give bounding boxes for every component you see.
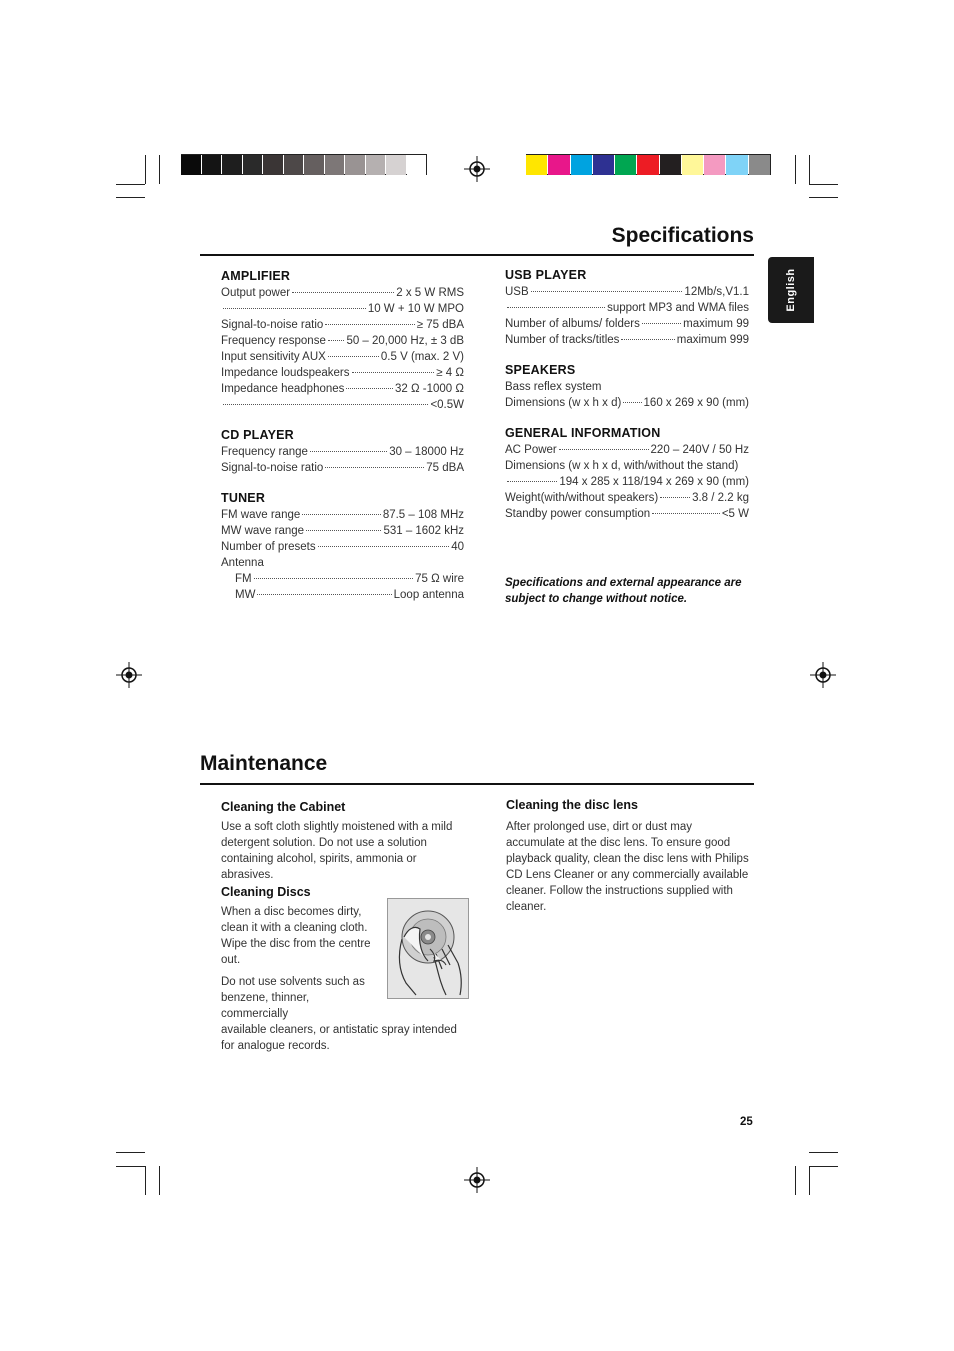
spec-value: 32 Ω -1000 Ω (395, 383, 464, 395)
color-swatch (593, 155, 614, 175)
crop-mark (809, 1152, 838, 1153)
crop-mark (809, 184, 838, 185)
spec-value: 87.5 – 108 MHz (382, 509, 464, 521)
spec-line: Bass reflex system (505, 381, 602, 393)
crop-mark (116, 184, 145, 185)
spec-notice: Specifications and external appearance are subject to change without notice. (505, 577, 742, 605)
color-swatch (407, 155, 427, 175)
registration-mark-icon (464, 156, 490, 182)
spec-value: Loop antenna (393, 589, 464, 601)
language-tab (768, 257, 814, 323)
dot-leader (328, 356, 379, 357)
section-heading: CD PLAYER (221, 428, 294, 442)
color-swatch (526, 155, 547, 175)
registration-mark-icon (116, 662, 142, 688)
spec-row (505, 395, 749, 411)
spec-row (221, 571, 464, 587)
crop-mark (809, 1166, 838, 1167)
color-swatch (366, 155, 386, 175)
spec-value: 0.5 V (max. 2 V) (380, 351, 464, 363)
spec-label: FM wave range (221, 509, 301, 521)
spec-value: maximum 99 (683, 318, 749, 330)
color-swatch (284, 155, 304, 175)
spec-label: Frequency response (221, 335, 326, 347)
dot-leader (318, 546, 450, 547)
paragraph: available cleaners, or antistatic spray intended for analogue records. (221, 1024, 457, 1052)
color-swatch (345, 155, 365, 175)
general-spec-row (505, 474, 749, 490)
page-number: 25 (740, 1116, 753, 1128)
color-swatch (263, 155, 283, 175)
spec-row (221, 539, 464, 555)
spec-label: Signal-to-noise ratio (221, 462, 324, 474)
general-spec-row (505, 490, 749, 506)
paragraph: Do not use solvents such as benzene, thinner, commercially (221, 976, 365, 1020)
dot-leader (346, 388, 393, 389)
spec-value: 160 x 269 x 90 (mm) (643, 397, 749, 409)
dot-leader (623, 402, 641, 403)
dot-leader (254, 578, 414, 579)
color-swatch (726, 155, 747, 175)
spec-row (221, 301, 464, 317)
color-swatch (749, 155, 770, 175)
spec-label: Input sensitivity AUX (221, 351, 326, 363)
spec-row (221, 285, 464, 301)
subheading: Cleaning Discs (221, 885, 311, 899)
registration-mark-icon (464, 1167, 490, 1193)
spec-value: 12Mb/s,V1.1 (684, 286, 749, 298)
color-swatch (571, 155, 592, 175)
hand-cleaning-disc-icon (388, 899, 468, 998)
crop-mark (809, 155, 810, 184)
section-heading: TUNER (221, 491, 266, 505)
paragraph: Use a soft cloth slightly moistened with a mild detergent solution. Do not use a solution containing alcohol, spirits, ammonia or abrasives. (221, 821, 453, 881)
spec-label: MW (235, 589, 256, 601)
spec-row (505, 300, 749, 316)
dot-leader (310, 451, 387, 452)
dot-leader (642, 323, 681, 324)
subheading: Cleaning the disc lens (506, 798, 638, 812)
spec-label: Frequency range (221, 446, 308, 458)
spec-row (505, 490, 749, 506)
spec-value: 75 Ω wire (415, 573, 464, 585)
color-swatch (548, 155, 569, 175)
crop-mark (116, 197, 145, 198)
color-swatch (304, 155, 324, 175)
spec-row (221, 460, 464, 476)
color-swatch (704, 155, 725, 175)
section-heading: GENERAL INFORMATION (505, 426, 661, 440)
spec-value: <5 W (721, 508, 749, 520)
spec-value: ≥ 75 dBA (416, 319, 464, 331)
spec-row (221, 317, 464, 333)
spec-row (221, 587, 464, 603)
spec-row (505, 316, 749, 332)
spec-value: 2 x 5 W RMS (396, 287, 464, 299)
tuner-spec-list (221, 507, 464, 555)
paragraph: After prolonged use, dirt or dust may accumulate at the disc lens. To ensure good playback quality, clean the disc lens with Philips CD Lens Cleaner or any commercially available cleaner. Follow the instructions supplied with cleaner. (506, 821, 749, 913)
spec-value: 220 – 240V / 50 Hz (650, 444, 749, 456)
dot-leader (652, 513, 720, 514)
language-tab-label: English (785, 268, 797, 312)
general-spec-row (505, 506, 749, 522)
spec-value: 40 (451, 541, 464, 553)
speakers-spec-list (505, 395, 749, 411)
color-swatch (222, 155, 242, 175)
spec-label: Number of presets (221, 541, 316, 553)
spec-value: 30 – 18000 Hz (389, 446, 464, 458)
section-heading: USB PLAYER (505, 268, 587, 282)
color-swatch (243, 155, 263, 175)
section-title: Maintenance (200, 752, 328, 775)
cleaning-cabinet-section (221, 800, 466, 883)
crop-mark (159, 155, 160, 184)
crop-mark (809, 1166, 810, 1195)
spec-row (221, 349, 464, 365)
crop-mark (795, 1166, 796, 1195)
color-swatch (386, 155, 406, 175)
crop-mark (795, 155, 796, 184)
crop-mark (159, 1166, 160, 1195)
spec-value: 10 W + 10 W MPO (367, 303, 464, 315)
spec-label: USB (505, 286, 529, 298)
spec-label: Standby power consumption (505, 508, 651, 520)
section-heading: AMPLIFIER (221, 269, 291, 283)
general-spec-row (505, 442, 749, 458)
spec-row (221, 397, 464, 413)
dot-leader (621, 339, 674, 340)
dot-leader (223, 404, 428, 405)
spec-row (221, 365, 464, 381)
color-swatch (181, 155, 201, 175)
spec-value: 50 – 20,000 Hz, ± 3 dB (346, 335, 464, 347)
spec-label: MW wave range (221, 525, 305, 537)
dot-leader (223, 308, 366, 309)
crop-mark (145, 1166, 146, 1195)
spec-value: 75 dBA (426, 462, 464, 474)
disc-cleaning-illustration (387, 898, 469, 999)
spec-value: maximum 999 (676, 334, 749, 346)
spec-label: Number of tracks/titles (505, 334, 620, 346)
dot-leader (302, 514, 381, 515)
spec-row (221, 381, 464, 397)
spec-row (505, 332, 749, 348)
crop-mark (809, 197, 838, 198)
dot-leader (257, 594, 391, 595)
dot-leader (306, 530, 381, 531)
title-rule (200, 254, 754, 256)
spec-row (505, 442, 749, 458)
spec-value: <0.5W (430, 399, 464, 411)
color-swatch (325, 155, 345, 175)
dot-leader (325, 324, 414, 325)
spec-row (505, 474, 749, 490)
dot-leader (325, 467, 424, 468)
spec-column-right (505, 267, 749, 522)
spec-label: Impedance headphones (221, 383, 345, 395)
spec-row (221, 507, 464, 523)
spec-value: support MP3 and WMA files (607, 302, 749, 314)
dot-leader (531, 291, 683, 292)
page-title: Specifications (611, 224, 754, 247)
spec-value: ≥ 4 Ω (436, 367, 464, 379)
spec-row (221, 523, 464, 539)
crop-mark (116, 1152, 145, 1153)
dot-leader (559, 449, 649, 450)
spec-label: Dimensions (w x h x d) (505, 397, 622, 409)
registration-mark-icon (810, 662, 836, 688)
spec-label: Number of albums/ folders (505, 318, 640, 330)
spec-value: 3.8 / 2.2 kg (692, 492, 749, 504)
crop-mark (116, 1166, 145, 1167)
spec-row (505, 506, 749, 522)
title-rule (200, 783, 754, 785)
color-swatch (637, 155, 658, 175)
spec-label: Weight(with/without speakers) (505, 492, 659, 504)
usb-spec-list (505, 284, 749, 348)
dot-leader (328, 340, 345, 341)
antenna-label: Antenna (221, 557, 264, 569)
cd-player-spec-list (221, 444, 464, 476)
dot-leader (507, 481, 557, 482)
amplifier-spec-list (221, 285, 464, 413)
dot-leader (660, 497, 690, 498)
spec-value: 531 – 1602 kHz (383, 525, 464, 537)
cleaning-lens-section (506, 798, 751, 915)
dot-leader (507, 307, 605, 308)
spec-label: Output power (221, 287, 291, 299)
color-swatch (615, 155, 636, 175)
dot-leader (352, 372, 435, 373)
antenna-spec-list (221, 571, 464, 603)
spec-label: Impedance loudspeakers (221, 367, 350, 379)
spec-line: Dimensions (w x h x d, with/without the stand) (505, 460, 739, 472)
color-swatch (660, 155, 681, 175)
color-swatch (682, 155, 703, 175)
spec-row (505, 284, 749, 300)
spec-column-left (221, 268, 464, 603)
spec-value: 194 x 285 x 118/194 x 269 x 90 (mm) (559, 476, 749, 488)
spec-row (221, 333, 464, 349)
crop-mark (145, 155, 146, 184)
subheading: Cleaning the Cabinet (221, 800, 346, 814)
dot-leader (292, 292, 394, 293)
spec-label: AC Power (505, 444, 557, 456)
spec-label: FM (235, 573, 252, 585)
spec-row (221, 444, 464, 460)
color-swatch (202, 155, 222, 175)
paragraph: When a disc becomes dirty, clean it with a cleaning cloth. Wipe the disc from the centre out. (221, 906, 371, 966)
spec-label: Signal-to-noise ratio (221, 319, 324, 331)
section-heading: SPEAKERS (505, 363, 576, 377)
